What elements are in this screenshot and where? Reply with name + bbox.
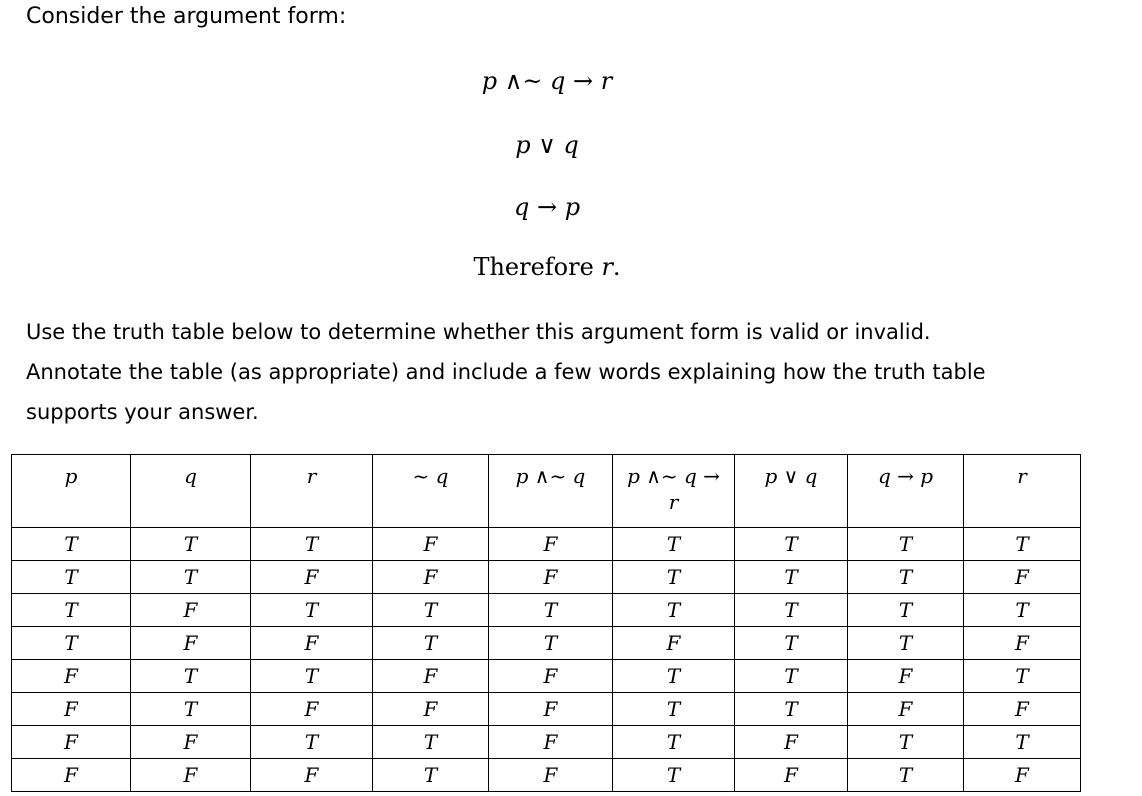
cell-not-q: T — [373, 627, 489, 660]
cell-p-or-q: T — [735, 627, 848, 660]
cell-p-and-not-q: T — [489, 627, 613, 660]
cell-q-implies-p: F — [848, 693, 964, 726]
header-not-q: ~ q — [373, 455, 489, 528]
cell-p: T — [12, 627, 131, 660]
premise-1-op1: ∧~ — [497, 67, 551, 95]
cell-conclusion-r: T — [964, 726, 1081, 759]
cell-not-q: T — [373, 726, 489, 759]
cell-p-and-not-q: F — [489, 528, 613, 561]
cell-p-or-q: T — [735, 660, 848, 693]
cell-conclusion-r: F — [964, 561, 1081, 594]
cell-premise-1: T — [613, 726, 735, 759]
cell-conclusion-r: F — [964, 627, 1081, 660]
conclusion-word: Therefore — [473, 253, 594, 281]
premise-1-b: q — [550, 67, 566, 95]
cell-conclusion-r: T — [964, 528, 1081, 561]
cell-q-implies-p: T — [848, 759, 964, 792]
premise-1-op2: → — [565, 67, 601, 95]
header-p-or-q: p ∨ q — [735, 455, 848, 528]
cell-premise-1: F — [613, 627, 735, 660]
cell-p-and-not-q: F — [489, 660, 613, 693]
cell-r: T — [251, 528, 373, 561]
table-header-row — [12, 455, 1081, 528]
cell-q-implies-p: F — [848, 660, 964, 693]
cell-r: T — [251, 660, 373, 693]
cell-premise-1: T — [613, 759, 735, 792]
premise-2-op1: ∨ — [530, 131, 564, 159]
cell-q-implies-p: T — [848, 528, 964, 561]
cell-r: T — [251, 594, 373, 627]
cell-not-q: T — [373, 759, 489, 792]
conclusion-end: . — [612, 253, 621, 281]
table-row — [12, 660, 1081, 693]
cell-q: F — [131, 759, 251, 792]
cell-q-implies-p: T — [848, 561, 964, 594]
table-row — [12, 561, 1081, 594]
premise-1-a: p — [481, 67, 498, 95]
cell-q: F — [131, 726, 251, 759]
cell-conclusion-r: F — [964, 693, 1081, 726]
header-premise-1: p ∧~ q → r — [613, 455, 735, 528]
cell-q: F — [131, 594, 251, 627]
cell-q: T — [131, 561, 251, 594]
cell-p: F — [12, 693, 131, 726]
cell-conclusion-r: T — [964, 594, 1081, 627]
instructions-line-2: Annotate the table (as appropriate) and include a few words explaining how the truth table — [26, 360, 986, 384]
cell-not-q: F — [373, 693, 489, 726]
cell-q: T — [131, 660, 251, 693]
premise-3-a: q — [513, 193, 530, 221]
cell-p-or-q: T — [735, 528, 848, 561]
cell-r: F — [251, 759, 373, 792]
premise-1 — [0, 66, 1094, 96]
header-p: p — [12, 455, 131, 528]
table-row — [12, 627, 1081, 660]
cell-conclusion-r: T — [964, 660, 1081, 693]
cell-premise-1: T — [613, 660, 735, 693]
cell-p: F — [12, 726, 131, 759]
header-q-implies-p: q → p — [848, 455, 964, 528]
cell-p: T — [12, 561, 131, 594]
cell-premise-1: T — [613, 561, 735, 594]
premise-2-a: p — [515, 131, 531, 159]
cell-q-implies-p: T — [848, 627, 964, 660]
cell-r: F — [251, 693, 373, 726]
cell-premise-1: T — [613, 528, 735, 561]
header-r: r — [251, 455, 373, 528]
cell-q: F — [131, 627, 251, 660]
cell-p-or-q: T — [735, 693, 848, 726]
cell-p: T — [12, 594, 131, 627]
premise-3 — [0, 192, 1094, 222]
cell-p-and-not-q: F — [489, 759, 613, 792]
cell-p-and-not-q: T — [489, 594, 613, 627]
cell-conclusion-r: F — [964, 759, 1081, 792]
cell-not-q: F — [373, 528, 489, 561]
table-row — [12, 759, 1081, 792]
cell-not-q: F — [373, 660, 489, 693]
table-row — [12, 726, 1081, 759]
instructions-line-3: supports your answer. — [26, 400, 259, 424]
cell-q: T — [131, 693, 251, 726]
header-p-and-not-q: p ∧~ q — [489, 455, 613, 528]
cell-p-and-not-q: F — [489, 726, 613, 759]
premise-3-b: p — [564, 193, 581, 221]
cell-p-and-not-q: F — [489, 693, 613, 726]
conclusion-var: r — [601, 253, 613, 281]
table-row — [12, 693, 1081, 726]
cell-r: F — [251, 561, 373, 594]
cell-p-or-q: T — [735, 561, 848, 594]
table-row — [12, 594, 1081, 627]
cell-premise-1: T — [613, 693, 735, 726]
cell-p: F — [12, 660, 131, 693]
cell-p: F — [12, 759, 131, 792]
header-q: q — [131, 455, 251, 528]
header-conclusion-r: r — [964, 455, 1081, 528]
premise-2-b: q — [563, 131, 579, 159]
table-row — [12, 528, 1081, 561]
premise-1-c: r — [600, 67, 613, 95]
conclusion — [0, 252, 1094, 282]
cell-premise-1: T — [613, 594, 735, 627]
premise-3-op1: → — [529, 193, 565, 221]
cell-p-or-q: T — [735, 594, 848, 627]
table-body — [12, 528, 1081, 792]
cell-r: T — [251, 726, 373, 759]
cell-p-or-q: F — [735, 726, 848, 759]
cell-q-implies-p: T — [848, 594, 964, 627]
cell-p-or-q: F — [735, 759, 848, 792]
cell-not-q: T — [373, 594, 489, 627]
cell-q: T — [131, 528, 251, 561]
truth-table — [11, 454, 1081, 792]
instructions — [26, 312, 986, 432]
cell-not-q: F — [373, 561, 489, 594]
cell-p: T — [12, 528, 131, 561]
intro-text: Consider the argument form: — [26, 4, 347, 29]
premise-2 — [0, 130, 1094, 160]
cell-p-and-not-q: F — [489, 561, 613, 594]
cell-r: F — [251, 627, 373, 660]
instructions-line-1: Use the truth table below to determine whether this argument form is valid or invalid. — [26, 320, 931, 344]
cell-q-implies-p: T — [848, 726, 964, 759]
